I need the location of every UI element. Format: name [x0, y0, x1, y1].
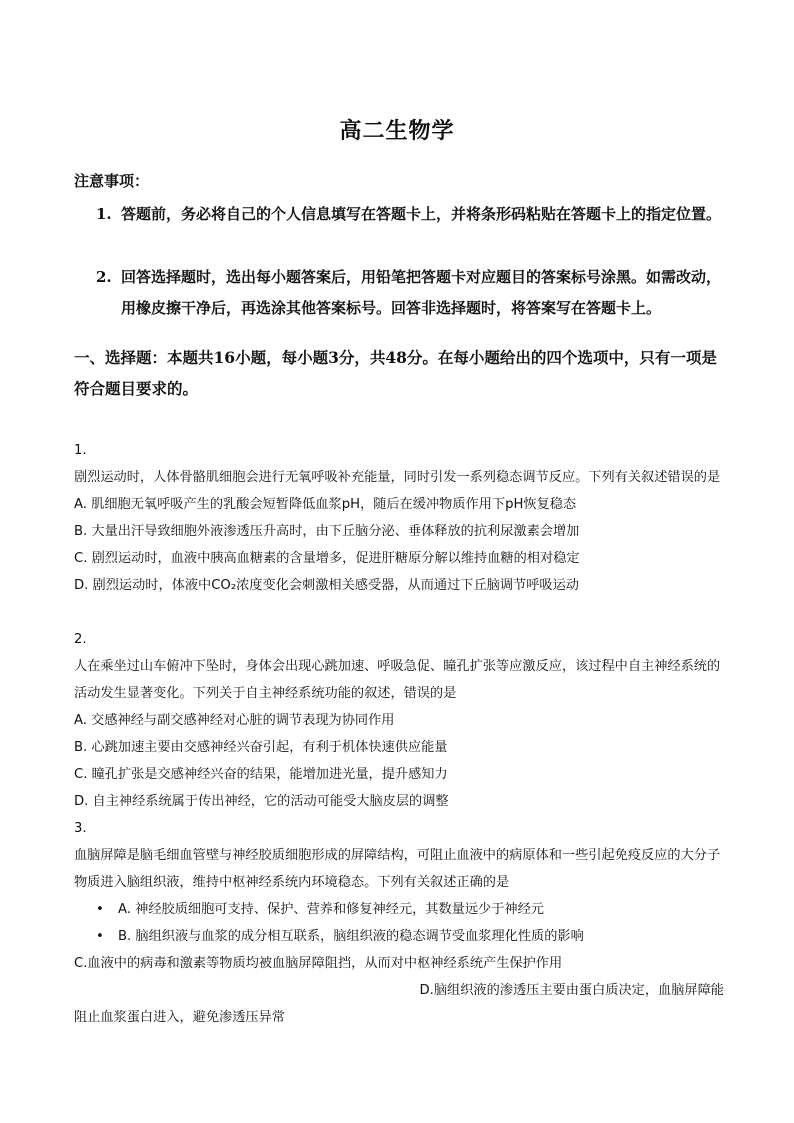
option-c: C. 剧烈运动时，血液中胰高血糖素的含量增多，促进肝糖原分解以维持血糖的相对稳定	[74, 551, 580, 566]
question-number: 3.	[74, 821, 87, 836]
bullet-icon: •	[96, 929, 104, 944]
section-heading: 一、选择题：本题共16小题，每小题3分，共48分。在每小题给出的四个选项中，只有一项是符合题目要求的。	[74, 348, 717, 398]
option-b-text: B. 脑组织液与血浆的成分相互联系，脑组织液的稳态调节受血浆理化性质的影响	[118, 929, 584, 944]
option-a: A. 交感神经与副交感神经对心脏的调节表现为协同作用	[74, 713, 395, 728]
notice-heading: 注意事项：	[74, 172, 150, 190]
question-3	[74, 815, 724, 1031]
option-a-text: A. 神经胶质细胞可支持、保护、营养和修复神经元，其数量远少于神经元	[118, 902, 544, 917]
notice-item-number: 1.	[96, 205, 112, 223]
option-b: B. 心跳加速主要由交感神经兴奋引起，有利于机体快速供应能量	[74, 740, 448, 755]
question-stem: 剧烈运动时，人体骨骼肌细胞会进行无氧呼吸补充能量，同时引发一系列稳态调节反应。下列有关叙述错误的是	[74, 470, 721, 485]
question-stem: 人在乘坐过山车俯冲下坠时，身体会出现心跳加速、呼吸急促、瞳孔扩张等应激反应，该过程中自主神经系统的活动发生显著变化。下列关于自主神经系统功能的叙述，错误的是	[74, 659, 721, 701]
option-c: C. 瞳孔扩张是交感神经兴奋的结果，能增加进光量，提升感知力	[74, 767, 448, 782]
notice-item-number: 2.	[96, 268, 112, 286]
question-2	[74, 626, 724, 815]
option-a	[74, 896, 724, 923]
option-d-line-2: 阻止血浆蛋白进入，避免渗透压异常	[74, 1010, 285, 1025]
question-1	[74, 437, 724, 599]
question-stem: 血脑屏障是脑毛细血管壁与神经胶质细胞形成的屏障结构，可阻止血液中的病原体和一些引起免疫反应的大分子物质进入脑组织液，维持中枢神经系统内环境稳态。下列有关叙述正确的是	[74, 848, 721, 890]
notice-item-text: 回答选择题时，选出每小题答案后，用铅笔把答题卡对应题目的答案标号涂黑。如需改动，用橡皮擦干净后，再选涂其他答案标号。回答非选择题时，将答案写在答题卡上。	[121, 268, 722, 317]
option-b	[74, 923, 724, 950]
notice-item-text: 答题前，务必将自己的个人信息填写在答题卡上，并将条形码粘贴在答题卡上的指定位置。	[121, 205, 722, 223]
option-d-line-1: D.脑组织液的渗透压主要由蛋白质决定，血脑屏障能	[419, 983, 724, 998]
option-a: A. 肌细胞无氧呼吸产生的乳酸会短暂降低血浆pH，随后在缓冲物质作用下pH恢复稳态	[74, 497, 577, 512]
option-d: D. 自主神经系统属于传出神经，它的活动可能受大脑皮层的调整	[74, 794, 449, 809]
option-d: D. 剧烈运动时，体液中CO₂浓度变化会刺激相关感受器，从而通过下丘脑调节呼吸运动	[74, 578, 579, 593]
page-title: 高二生物学	[339, 118, 455, 144]
question-number: 1.	[74, 443, 87, 458]
bullet-icon: •	[96, 902, 104, 917]
option-b: B. 大量出汗导致细胞外液渗透压升高时，由下丘脑分泌、垂体释放的抗利尿激素会增加	[74, 524, 580, 539]
option-c: C.血液中的病毒和激素等物质均被血脑屏障阻挡，从而对中枢神经系统产生保护作用	[74, 956, 563, 971]
question-number: 2.	[74, 632, 87, 647]
